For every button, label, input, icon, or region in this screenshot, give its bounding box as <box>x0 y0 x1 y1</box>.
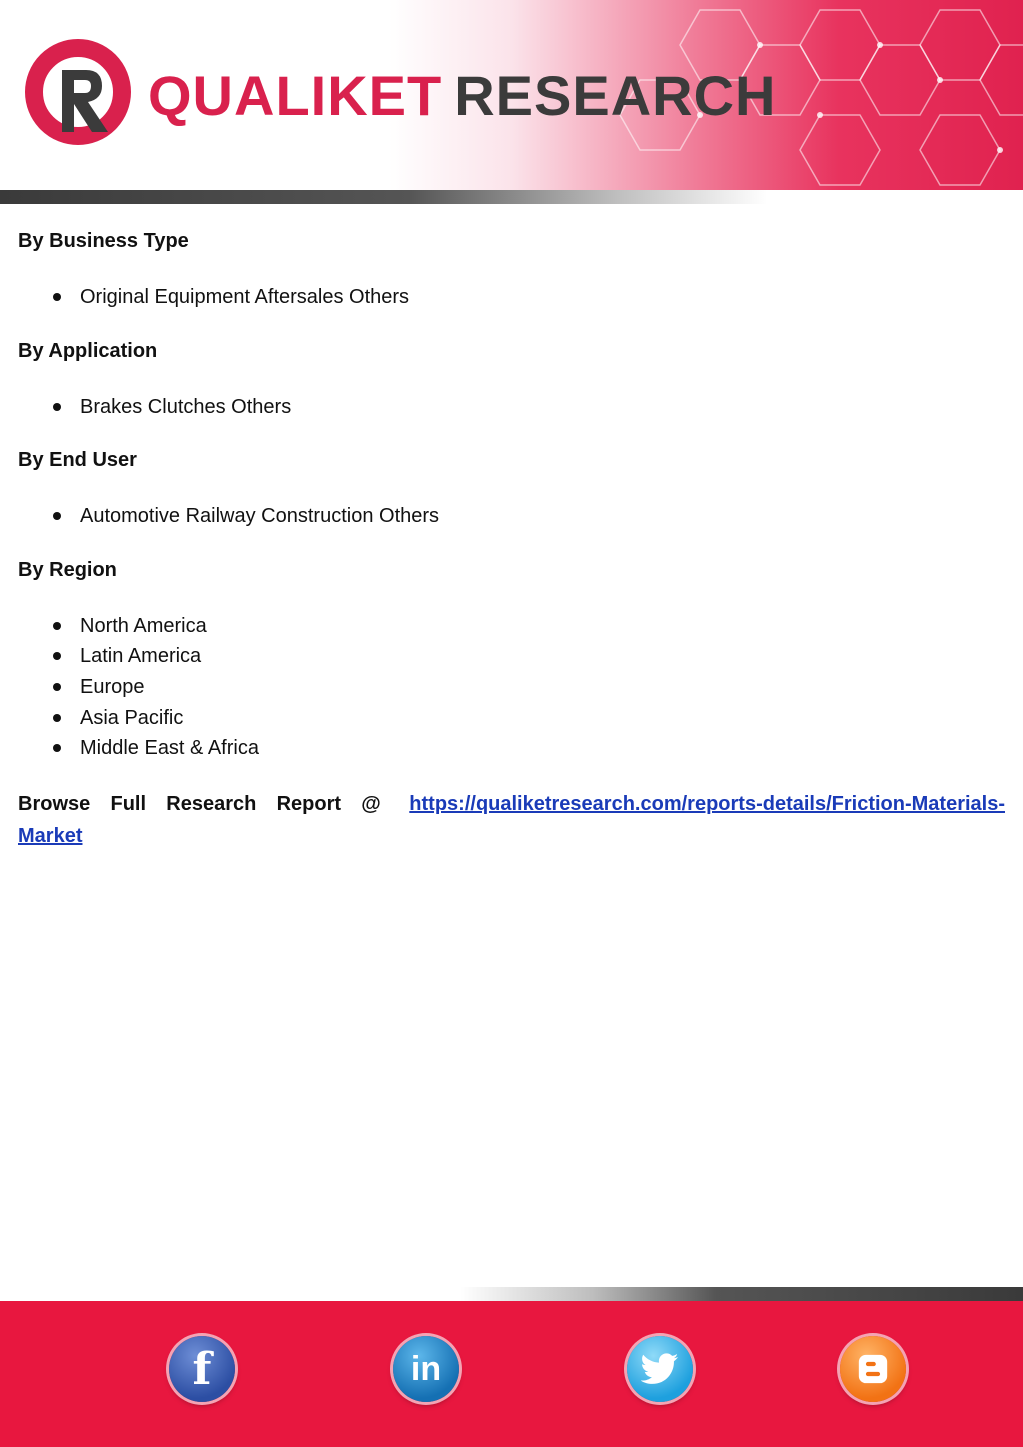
list-item: Brakes Clutches Others <box>18 392 1008 423</box>
brand-name <box>148 64 777 127</box>
list-item: Asia Pacific <box>18 703 1008 734</box>
blogger-icon[interactable] <box>840 1336 906 1402</box>
list-item: Original Equipment Aftersales Others <box>18 282 1008 313</box>
twitter-bird-glyph <box>641 1353 679 1385</box>
section-heading: By Application <box>18 339 158 362</box>
blogger-b-glyph <box>856 1352 890 1386</box>
browse-label: Browse Full Research Report @ <box>18 792 381 815</box>
section-list <box>18 501 1008 532</box>
brand-name-part1: QUALIKET <box>148 64 443 127</box>
section-list <box>18 392 1008 423</box>
brand-name-part2: RESEARCH <box>454 64 777 127</box>
page-header <box>0 0 1023 190</box>
linkedin-icon[interactable]: in <box>393 1336 459 1402</box>
section-list <box>18 611 1008 764</box>
browse-report-paragraph <box>18 788 1005 852</box>
header-divider-bar <box>0 190 1023 204</box>
list-item: Latin America <box>18 641 1008 672</box>
list-item: Middle East & Africa <box>18 733 1008 764</box>
facebook-icon[interactable]: f <box>169 1336 235 1402</box>
section-heading: By Region <box>18 558 117 581</box>
page-footer <box>0 1301 1023 1447</box>
section-heading: By End User <box>18 449 137 472</box>
twitter-icon[interactable] <box>627 1336 693 1402</box>
section-list <box>18 282 1008 313</box>
report-link[interactable]: https://qualiketresearch.com/reports-details/Friction-Materials-Market <box>18 792 1005 847</box>
section-heading: By Business Type <box>18 230 189 252</box>
list-item: North America <box>18 611 1008 642</box>
footer-divider-bar <box>0 1287 1023 1301</box>
qualiket-logo-icon <box>22 36 134 148</box>
report-segmentation-content <box>18 226 1008 852</box>
list-item: Automotive Railway Construction Others <box>18 501 1008 532</box>
list-item: Europe <box>18 672 1008 703</box>
